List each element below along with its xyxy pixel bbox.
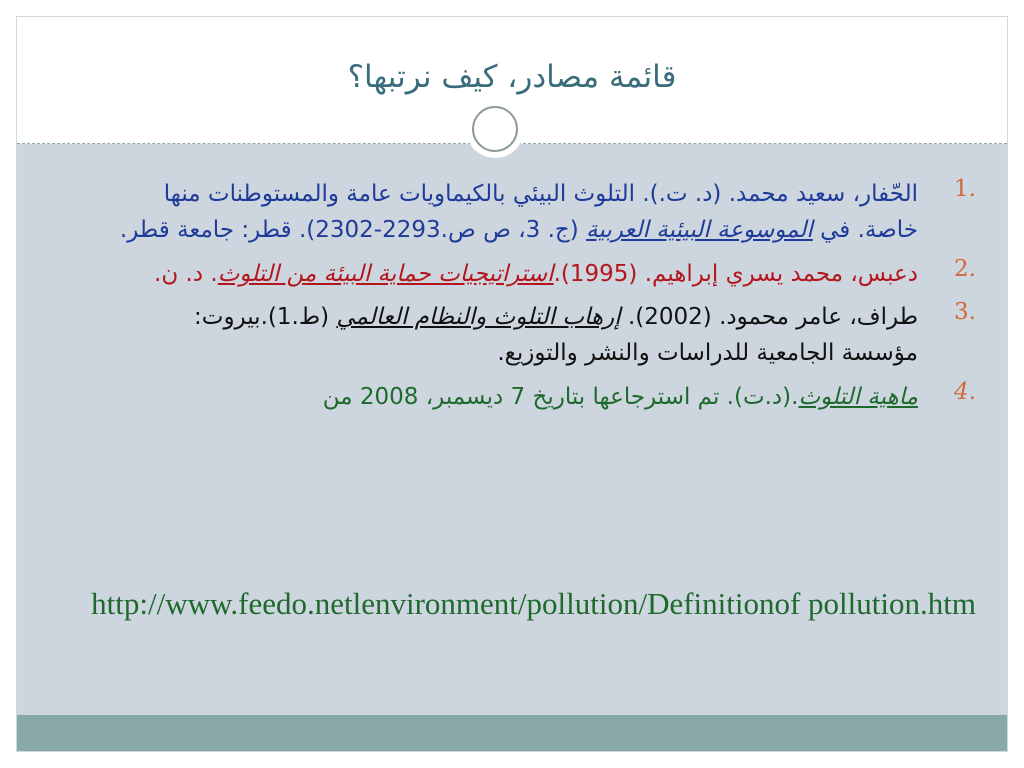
reference-text-part: .(د.ت). تم استرجاعها بتاريخ 7 ديسمبر، 2008 من (322, 384, 799, 410)
reference-item-2 (0, 256, 1024, 292)
reference-text-part: دعبس، محمد يسري إبراهيم. (1995). (553, 261, 918, 287)
reference-text-part: (ط.1).بيروت: مؤسسة الجامعية للدراسات والنشر والتوزيع. (194, 304, 918, 366)
reference-number: 1. (954, 176, 976, 202)
reference-item-4 (0, 379, 1024, 415)
footer-band (17, 715, 1007, 751)
circle-ornament-icon (466, 100, 524, 158)
reference-item-3 (0, 299, 1024, 371)
reference-number: 2. (954, 256, 976, 282)
reference-source-title: إرهاب التلوث والنظام العالمي (336, 304, 621, 330)
reference-text-part: الحّفار، سعيد محمد. (د. ت.). التلوث البيئي بالكيماويات عامة والمستوطنات منها خاصة. في (163, 181, 918, 243)
reference-text-part: . د. ن. (154, 261, 218, 287)
reference-item-1 (0, 176, 1024, 248)
reference-text (140, 379, 918, 415)
reference-text (156, 299, 918, 371)
reference-source-title: ماهية التلوث (798, 384, 918, 410)
reference-number: 4. (954, 379, 976, 405)
reference-list (0, 176, 1024, 415)
reference-source-title: الموسوعة البيئية العربية (586, 217, 813, 243)
reference-url[interactable]: http://www.feedo.netlenvironment/pollution/Definitionof pollution.htm (91, 586, 976, 621)
slide-title: قائمة مصادر، كيف نرتبها؟ (347, 59, 677, 95)
reference-text-part: (ج. 3، ص ص.2293-2302). قطر: جامعة قطر. (119, 217, 587, 243)
reference-number: 3. (954, 299, 976, 325)
reference-text (100, 176, 918, 248)
reference-source-title: استراتيجيات حماية البيئة من التلوث (217, 261, 554, 287)
reference-text-part: طراف، عامر محمود. (2002). (620, 304, 918, 330)
circle-ornament-inner (472, 106, 518, 152)
reference-text (110, 256, 918, 292)
